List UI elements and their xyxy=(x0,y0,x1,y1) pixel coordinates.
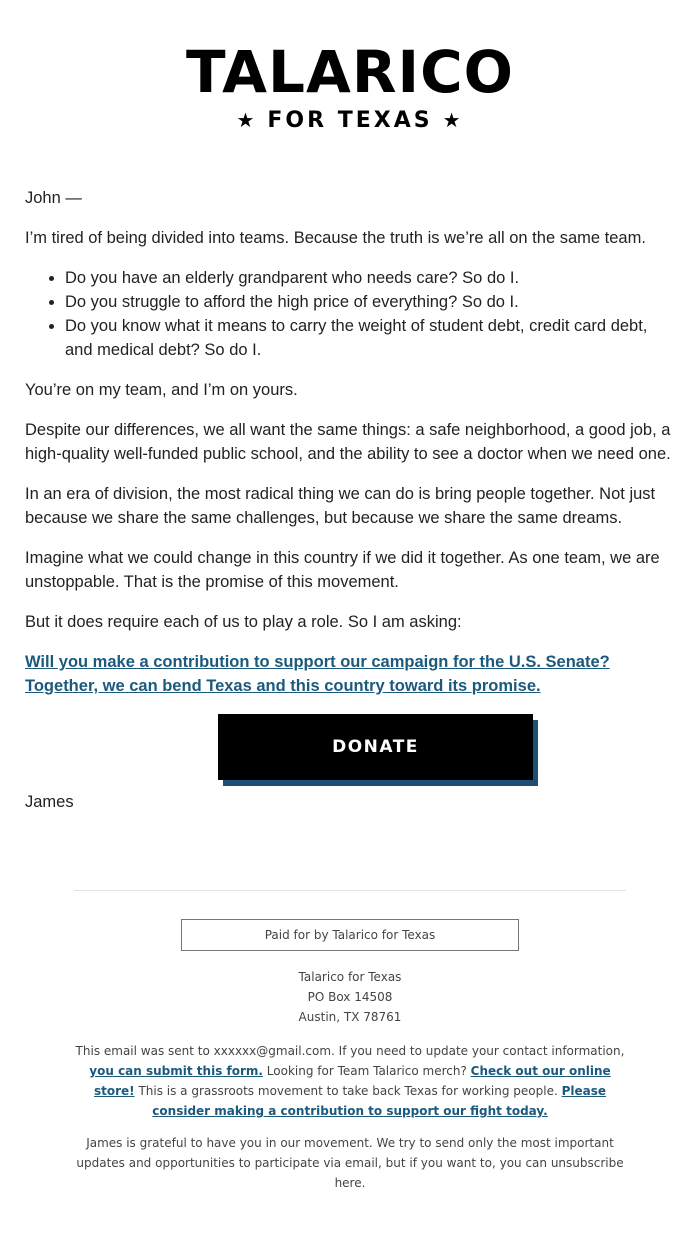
star-icon: ★ xyxy=(442,108,464,132)
greeting: John — xyxy=(25,189,82,207)
paragraph: In an era of division, the most radical thing we can do is bring people together. Not just because we share the same challenges, but because we share the same dreams. xyxy=(25,485,656,527)
list-item: • Do you struggle to afford the high price of everything? So do I. xyxy=(65,290,675,314)
logo-wordmark: TALARICO xyxy=(186,38,514,106)
bullet-list xyxy=(25,266,675,362)
star-icon: ★ xyxy=(236,108,258,132)
campaign-logo xyxy=(0,0,700,133)
mailing-address xyxy=(0,967,700,1027)
list-item: • Do you know what it means to carry the weight of student debt, credit card debt, and medical debt? So do I. xyxy=(65,314,675,362)
intro-paragraph: I’m tired of being divided into teams. Because the truth is we’re all on the same team. xyxy=(25,229,646,247)
email-body xyxy=(0,130,700,814)
donate-block xyxy=(25,714,675,790)
paragraph: Despite our differences, we all want the same things: a safe neighborhood, a good job, a high-quality well-funded public school, and the ability to see a doctor when we need one. xyxy=(25,421,671,463)
online-store-link[interactable]: Check out our online store! xyxy=(93,1064,611,1098)
unsubscribe-text: James is grateful to have you in our movement. We try to send only the most important updates and opportunities to participate via email, but if you want to, you can unsubscribe here. xyxy=(76,1136,624,1190)
paragraph: Imagine what we could change in this country if we did it together. As one team, we are unstoppable. That is the promise of this movement. xyxy=(25,549,660,591)
contribution-link[interactable]: Will you make a contribution to support our campaign for the U.S. Senate? Together, we can bend Texas and this country toward its promise. xyxy=(25,653,610,695)
footer-divider xyxy=(74,890,626,891)
address-line: Talarico for Texas xyxy=(298,970,402,984)
donate-button[interactable]: DONATE xyxy=(218,714,533,780)
legal-text xyxy=(70,1041,630,1121)
paragraph: But it does require each of us to play a role. So I am asking: xyxy=(25,613,462,631)
email-footer xyxy=(0,919,700,1193)
legal-text-part: Looking for Team Talarico merch? xyxy=(262,1064,471,1078)
legal-text-part: This email was sent to xxxxxx@gmail.com. If you need to update your contact information, xyxy=(75,1044,625,1058)
list-item: • Do you have an elderly grandparent who needs care? So do I. xyxy=(65,266,675,290)
update-contact-link[interactable]: you can submit this form. xyxy=(89,1064,263,1078)
address-line: PO Box 14508 xyxy=(307,990,393,1004)
address-line: Austin, TX 78761 xyxy=(298,1010,402,1024)
paragraph: You’re on my team, and I’m on yours. xyxy=(25,381,298,399)
legal-text-part: This is a grassroots movement to take back Texas for working people. xyxy=(134,1084,562,1098)
logo-subtitle-text: FOR TEXAS xyxy=(267,108,433,133)
paid-for-disclaimer: Paid for by Talarico for Texas xyxy=(181,919,519,951)
contribute-footer-link[interactable]: Please consider making a contribution to support our fight today. xyxy=(152,1084,607,1118)
signature: James xyxy=(25,793,74,811)
